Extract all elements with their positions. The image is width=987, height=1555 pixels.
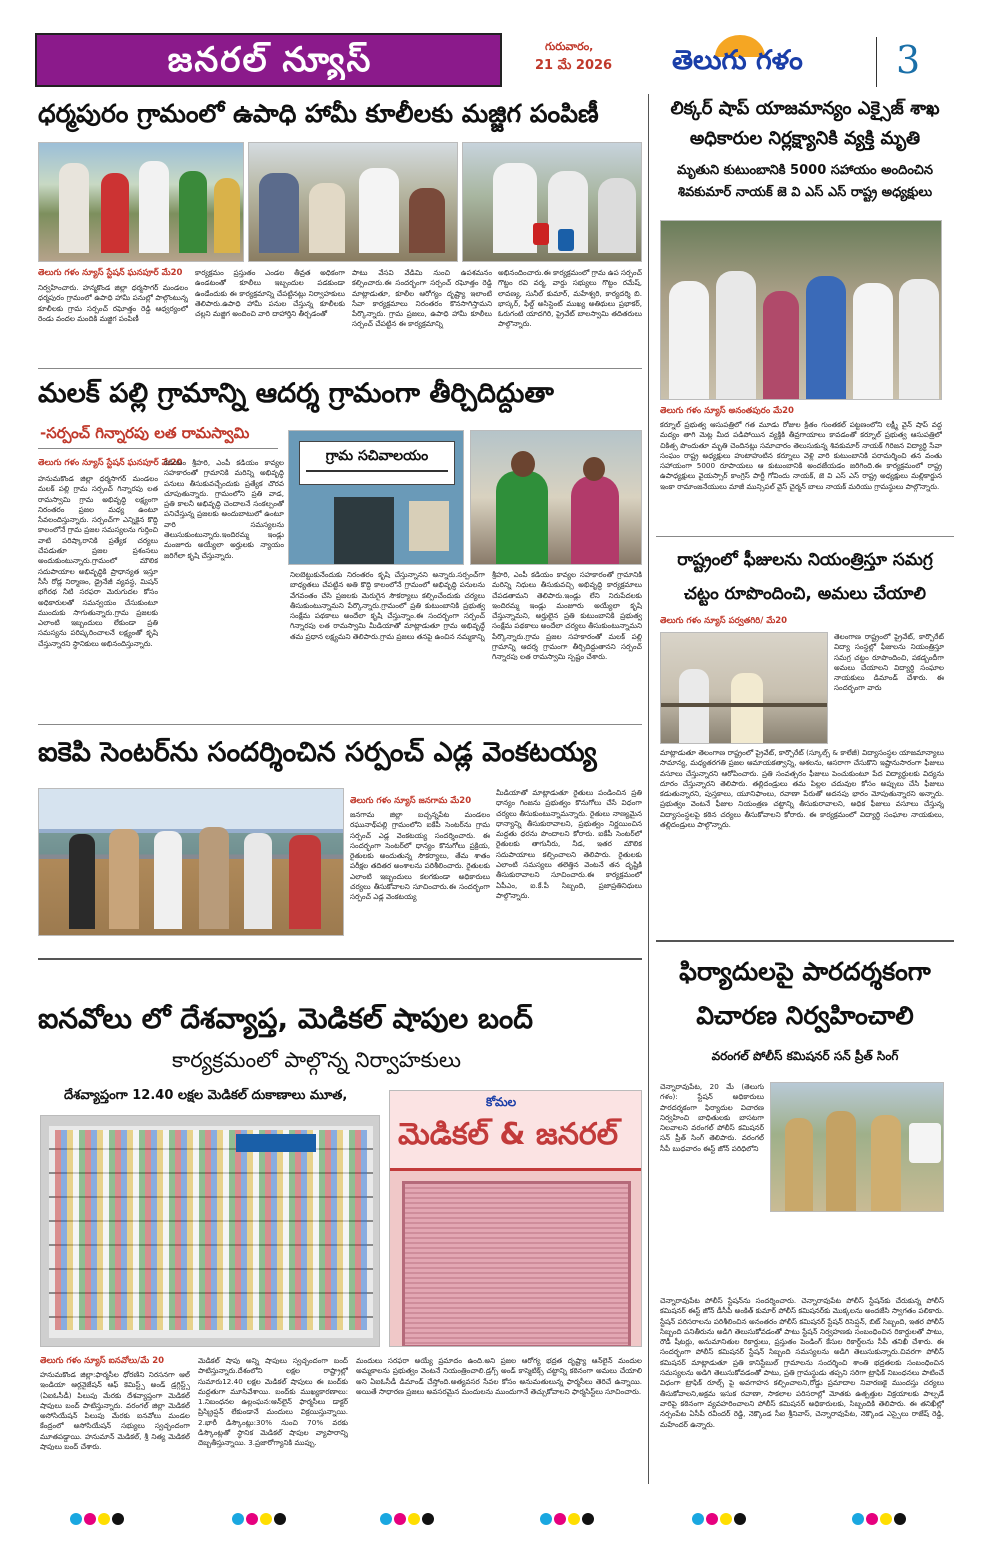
story4-col-3: మందులు సరఫరా అయ్యే ప్రమాదం ఉంది.అని ప్రజల ఆరోగ్య భద్రత దృష్ట్యా ఆన్‌లైన్ మందుల అమ్మకాలను ప్రభుత్వం వెంటనే నియంత్రించాలి.డ్రగ్స్ అండ్ కాస్మెటిక్స్ చట్టాన్ని కఠినంగా అమలు చేయాలి అని ఏఐఓసీడీ డిమాండ్ చేస్తోంది.అత్యవసర సేవల కోసం అనుమతులున్న ఫార్మసీలు తెరిచే ఉన్నాయి. అయితే సాధారణ ప్రజలు అవసరమైన మందులను ముందుగానే తెచ్చుకోవాలని ఫార్మసిస్ట్‌లు సూచించారు.	[356, 1356, 642, 1396]
story2-headline: మలక్ పల్లి గ్రామాన్ని ఆదర్శ గ్రామంగా తీర్చిదిద్దుతా	[38, 378, 554, 409]
story5-photo	[660, 220, 942, 400]
page-number-divider	[876, 37, 877, 87]
story3-photo	[38, 788, 344, 936]
story7-subhead: వరంగల్ పోలీస్ కమిషనర్ సన్ ప్రీత్ సింగ్	[711, 1049, 899, 1063]
story5-subhead-line1: మృతుని కుటుంబానికి 5000 సహాయం అందించిన	[676, 163, 934, 178]
divider	[38, 724, 642, 725]
column-divider	[648, 94, 649, 1484]
story4-photo-shop	[389, 1090, 642, 1347]
divider	[656, 536, 954, 537]
story3-headline: ఐకెపి సెంటర్‌ను సందర్శించిన సర్పంచ్ ఎడ్ల వెంకటయ్య	[38, 737, 597, 768]
story2-photo-office	[288, 430, 464, 565]
story1-col-2: కార్యక్రమం ప్రస్తుతం ఎండల తీవ్రత అధికంగా ఉండటంతో కూలీలు ఇబ్బందుల పడకుండా ఉండేందుకు ఈ కార్యక్రమాన్ని చేపట్టినట్లు నిర్వాహకులు తెలిపారు.ఉపాధి హామీ పనుల చేస్తున్న కూలీలకు చల్లని మజ్జిగ అందించి వారి దాహార్తిని తీర్చడంతో	[195, 268, 345, 319]
story3-col-1: జనగామ జిల్లా బచ్చన్నపేట మండలం రఘునాథ్‌పల్లి గ్రామంలోని ఐకేపీ సెంటర్‌ను గ్రామ సర్పంచ్ ఎడ్ల వెంకటయ్య సందర్శించారు. ఈ సందర్భంగా సెంటర్‌లో ధాన్యం కొనుగోలు ప్రక్రియ, రైతులకు అందుతున్న సౌకర్యాలు, తేమ శాతం పరీక్షల తదితర అంశాలను పరిశీలించారు. రైతులకు ఎలాంటి ఇబ్బందులు కలగకుండా అధికారులు చర్యలు తీసుకోవాలని సూచించారు.ఈ సందర్భంగా సర్పంచ్ ఎడ్ల వెంకటయ్య	[350, 810, 490, 902]
story6-headline-line1: రాష్ట్రంలో ఫీజులను నియంత్రిస్తూ సమగ్ర	[677, 550, 933, 570]
story7-headline-line1: ఫిర్యాదులపై పారదర్శకంగా	[679, 957, 931, 986]
story1-byline: తెలుగు గళం న్యూస్ స్టేషన్ ఘనపూర్ మే20	[38, 268, 183, 278]
divider	[38, 448, 278, 449]
story1-headline: ధర్మపురం గ్రామంలో ఉపాధి హామీ కూలీలకు మజ్జిగ పంపిణీ	[38, 99, 599, 128]
story1-col-3: పాటు వేసవి వేడిమి నుంచి ఉపశమనం కల్పించారు.ఈ సందర్భంగా సర్పంచ్ రఘోత్తం రెడ్డి మాట్లాడుతూ, కూలీల ఆరోగ్యం దృష్ట్యా ఇలాంటి సేవా కార్యక్రమాలు నిరంతరం కొనసాగిస్తామని పేర్కొన్నారు. గ్రామ ప్రజలు, ఉపాధి హామీ కూలీలు సర్పంచ్ చేపట్టిన ఈ కార్యక్రమాన్ని	[352, 268, 492, 329]
story3-col-2: మీడియాతో మాట్లాడుతూ రైతులు పండించిన ప్రతి ధాన్యం గింజను ప్రభుత్వం కొనుగోలు చేసే విధంగా చర్యలు తీసుకుంటున్నామన్నారు. రైతులు నాణ్యమైన ధాన్యాన్ని తీసుకురావాలని, ప్రభుత్వం నిర్ణయించిన మద్దతు ధరను పొందాలని కోరారు. ఐకేపీ సెంటర్‌లో రైతులకు తాగునీరు, నీడ, ఇతర మౌలిక సదుపాయాలు కల్పించాలని తెలిపారు. రైతులకు ఎలాంటి సమస్యలు తలెత్తిన వెంటనే తన దృష్టికి తీసుకురావాలని సూచించారు.ఈ కార్యక్రమంలో ఏపీఎం, ఐ.కే.పీ సిబ్బంది, ప్రజాప్రతినిధులు పాల్గొన్నారు.	[496, 788, 642, 900]
logo-text: తెలుగు గళం	[672, 45, 803, 76]
shop-sign-small: కోమల	[486, 1095, 517, 1109]
story4-byline: తెలుగు గళం న్యూస్ ఐనవోలు/మే 20	[40, 1356, 165, 1366]
section-title: జనరల్ న్యూస్	[167, 40, 373, 80]
story4-headline: ఐనవోలు లో దేశవ్యాప్త, మెడికల్ షాపుల బంద్	[38, 1002, 533, 1035]
newspaper-logo	[666, 35, 816, 87]
story1-photo-1	[38, 142, 244, 262]
story4-col-1: హనుమకొండ జిల్లా:ఫార్మసీల ధోరణిని నిరసనగా ఆల్ ఇండియా ఆర్గనైజేషన్ ఆఫ్ కెమిస్ట్స్ అండ్ డ్రగ్గిస్ట్స్ (ఏఐఓసీడీ) పిలుపు మేరకు దేశవ్యాప్తంగా మెడికల్ షాపులు బంద్ పాటిస్తున్నారు. వరంగల్ జిల్లా మెడికల్ అసోసియేషన్ పిలుపు మేరకు ఐనవోలు మండల కేంద్రంలో అసోసియేషన్ సభ్యులు స్వచ్ఛందంగా మూతపడ్డాయి. హనుమాన్ మెడికల్, శ్రీ నిత్య మెడికల్ షాపులు బంద్ చేశారు.	[40, 1370, 190, 1452]
story5-body: కర్నూల్ ప్రభుత్వ ఆసుపత్రిలో గత మూడు రోజుల క్రితం గుంతకల్ పట్టణంలోని లక్ష్మీ వైన్ షాప్ వద్ద మద్యం తాగి మెట్ల మీద పడిపోయిన వ్యక్తికి తీవ్రగాయాలు కావడంతో కర్నూల్ ప్రభుత్వ ఆసుపత్రిలో చికిత్స పొందుతూ మృతి చెందినట్లు సమాచారం తెలుసుకున్న శివకుమార్ నాయక్ గిరిజన విద్యార్థి సేవా సంఘం రాష్ట్ర అధ్యక్షులు హుటాహుటిన కర్నూలు వెళ్లి వారి కుటుంబానికి పరామర్శించి తన వంతు సహాయంగా 5000 రూపాయలు ఆ కుటుంబానికి అందజేయడం జరిగింది.ఈ కార్యక్రమంలో రాష్ట్ర ఉపాధ్యక్షులు వైయస్సార్ కాంగ్రెస్ పార్టీ గోవిందు నాయక్, జె వి ఎస్ ఎస్ రాష్ట్ర అధ్యక్షులు మల్లికార్జున ఇంకా రామాంజనేయులు మాజీ మున్సిపల్ వైస్ చైర్మన్ బాలు నాయక్ మరియు గ్రామస్థులు పాల్గొన్నారు.	[660, 420, 942, 491]
story2-col-3: నిలబెట్టుకునేందుకు నిరంతరం కృషి చేస్తున్నానని అన్నారు.సర్పంచ్‌గా బాధ్యతలు చేపట్టిన అతి కొద్ది కాలంలోనే గ్రామంలో అభివృద్ధి పనులను వేగవంతం చేసి ప్రజలకు మెరుగైన సౌకర్యాలు కల్పించేందుకు చర్యలు తీసుకుంటున్నామని పేర్కొన్నారు.గ్రామంలో ప్రతి కుటుంబానికి ప్రభుత్వ సంక్షేమ పథకాలు అందేలా కృషి చేస్తున్నాం.ఈ సందర్భంగా సర్పంచ్ గిన్నారపు లత రామస్వామి మీడియాతో మాట్లాడుతూ గ్రామ అభివృద్ధే తమ ప్రధాన లక్ష్యమని తెలిపారు.గ్రామ ప్రజలు తనపై ఉంచిన నమ్మకాన్ని	[290, 570, 485, 641]
divider	[38, 368, 642, 369]
story3-byline: తెలుగు గళం న్యూస్ జనగామ మే20	[350, 796, 472, 806]
office-sign-text: గ్రామ సచివాలయం	[325, 448, 429, 464]
story1-col-1: నిర్వహించారు. హన్మకొండ జిల్లా ధర్మసాగర్ మండలం ధర్మపురం గ్రామంలో ఉపాధి హామీ పనుల్లో పాల్గొంటున్న కూలీలకు గ్రామ సర్పంచ్ రఘోత్తం రెడ్డి ఆధ్వర్యంలో రెండు వందల మందికి మజ్జిగ పంపిణీ	[38, 283, 188, 323]
story5-headline-line2: అధికారుల నిర్లక్ష్యానికి వ్యక్తి మృతి	[689, 128, 921, 149]
page-number: 3	[896, 38, 921, 82]
story1-photo-2	[248, 142, 458, 262]
story5-subhead-line2: శివకుమార్ నాయక్ జె వి ఎస్ ఎస్ రాష్ట్ర అధ్యక్షులు	[677, 185, 933, 200]
story2-photo-sarpanch	[470, 430, 642, 565]
registration-dots-3	[380, 1510, 434, 1529]
story2-col-1: హనుమకొండ జిల్లా ధర్మసాగర్ మండలం మలక్ పల్లి గ్రామ సర్పంచ్ గిన్నారపు లత రామస్వామి గ్రామ అభివృద్ధి లక్ష్యంగా నిరంతరం ప్రజల మధ్య ఉంటూ సేవలందిస్తున్నారు. సర్పంచ్‌గా ఎన్నికైన కొద్ది కాలంలోనే గ్రామ ప్రజల సమస్యలను గుర్తించి వాటి పరిష్కారానికి ప్రత్యేక చర్యలు చేపడుతూ ప్రజల ప్రశంసలు అందుకుంటున్నారు.గ్రామంలో మౌలిక సదుపాయాల అభివృద్ధికి ప్రాధాన్యత ఇస్తూ సీసీ రోడ్ల నిర్మాణం, డ్రైనేజీ వ్యవస్థ, మిషన్ భగీరథ నీటి సరఫరా మెరుగుదల కోసం అధికారులతో సమన్వయం చేసుకుంటూ ముందుకు సాగుతున్నారు.గ్రామ ప్రజలకు ఎలాంటి ఇబ్బందులు లేకుండా ప్రతి సమస్యను పరిష్కరించాలనే లక్ష్యంతో కృషి చేస్తున్నారని స్థానికులు అభినందిస్తున్నారు.	[38, 474, 158, 648]
story6-side-text: తెలంగాణ రాష్ట్రంలో ప్రైవేట్, కార్పొరేట్ విద్యా సంస్థల్లో ఫీజులను నియంత్రిస్తూ సమగ్ర చట్టం రూపొందించి, పకడ్బందీగా అమలు చేయాలని విద్యార్థి సంఘాల నాయకులు డిమాండ్ చేశారు. ఈ సందర్భంగా వారు	[834, 632, 944, 693]
registration-dots-5	[692, 1510, 746, 1529]
registration-dots-1	[70, 1510, 124, 1529]
story2-subhead: -సర్పంచ్ గిన్నారపు లత రామస్వామి	[40, 424, 250, 442]
story7-side-text: చెన్నారావుపేట, 20 మే (తెలుగు గళం): స్టేషన్ అధికారులు పారదర్శకంగా ఫిర్యాదుల విచారణ నిర్వహించి బాధితులకు బాసటగా నిలవాలని వరంగల్ పోలీస్ కమిషనర్ సన్ ప్రీత్ సింగ్ తెలిపారు. వరంగల్ సీపీ బుధవారం ఈస్ట్ జోన్ పరిధిలోని	[660, 1082, 764, 1153]
masthead-day: గురువారం,	[545, 40, 594, 53]
story4-photo-pharmacy	[40, 1115, 380, 1347]
story2-col-4: శ్రీహరి, ఎంపీ కడియం కావ్యల సహకారంతో గ్రామానికి మరిన్ని నిధులు తీసుకువచ్చి అభివృద్ధి కార్యక్రమాలు చేపడతామని తెలిపారు.ఇండ్లు లేని నిరుపేదలకు ఇందిరమ్మ ఇండ్లు మంజూరు అయ్యేలా కృషి చేస్తున్నామని, అర్హులైన ప్రతి కుటుంబానికి ప్రభుత్వ సంక్షేమ పథకాలు అందేలా చర్యలు తీసుకుంటున్నామని పేర్కొన్నారు.గ్రామ ప్రజల సహకారంతో మలక్ పల్లి గ్రామాన్ని ఆదర్శ గ్రామంగా తీర్చిదిద్దుతానని సర్పంచ్ గిన్నారపు లత రామస్వామి స్పష్టం చేశారు.	[492, 570, 642, 662]
story7-headline-line2: విచారణ నిర్వహించాలి	[696, 1001, 914, 1030]
registration-dots-6	[852, 1510, 906, 1529]
divider	[38, 958, 642, 960]
story7-photo	[770, 1082, 944, 1212]
story4-col-2: మెడికల్ షాపు అన్ని షాపులు స్వచ్ఛందంగా బంద్ పాటిస్తున్నారు.దేశంలోని లక్షల రాష్ట్రాల్లో సుమారు12.40 లక్షల మెడికల్ షాపులు ఈ బంద్‌కు మద్దతుగా మూసివేశాయి. బంద్‌కు ముఖ్యకారణాలు: 1.నిబంధనల ఉల్లంఘన:ఆన్‌లైన్ ఫార్మసీలు డాక్టర్ ప్రిస్క్రిప్షన్ లేకుండానే మందులు విక్రయిస్తున్నాయి. 2.భారీ డిస్కౌంట్లు:30% నుంచి 70% వరకు డిస్కౌంట్లతో స్థానిక మెడికల్ షాపుల వ్యాపారాన్ని దెబ్బతీస్తున్నాయి. 3.ప్రజారోగ్యానికి ముప్పు.	[198, 1356, 348, 1448]
story6-body: మాట్లాడుతూ తెలంగాణ రాష్ట్రంలో ప్రైవేట్, కార్పొరేట్ (స్కూల్స్ & కాలేజీ) విద్యాసంస్థల యాజమాన్యాలు సామాన్య, మధ్యతరగతి ప్రజల ఆమాయకత్వాన్ని, ఆశలను, ఆసరాగా చేసుకొని ఇష్టానుసారంగా ఫీజులు వసూలు చేస్తున్నారని ఆరోపించారు. ప్రతి సంవత్సరం ఫీజులు పెంచుకుంటూ పేద విద్యార్థులకు విద్యను దూరం చేస్తున్నారని తెలిపారు. తల్లిదండ్రులు తమ పిల్లల చదువుల కోసం అప్పులు చేసి ఫీజులు కడుతున్నారని, పుస్తకాలు, యూనిఫాంలు, రవాణా పేరుతో అదనపు భారం మోపుతున్నారని అన్నారు. ప్రభుత్వం వెంటనే ఫీజుల నియంత్రణ చట్టాన్ని తీసుకురావాలని, అధిక ఫీజులు వసూలు చేస్తున్న విద్యాసంస్థలపై కఠిన చర్యలు తీసుకోవాలని కోరారు. ఈ కార్యక్రమంలో విద్యార్థి సంఘాల నాయకులు, తల్లిదండ్రులు పాల్గొన్నారు.	[660, 748, 944, 830]
story6-headline-line2: చట్టం రూపొందించి, అమలు చేయాలి	[684, 584, 926, 604]
story4-kicker: దేశవ్యాప్తంగా 12.40 లక్షల మెడికల్ దుకాణాలు మూత,	[64, 1088, 348, 1103]
story5-byline: తెలుగు గళం న్యూస్ అనంతపురం మే20	[660, 406, 794, 416]
masthead-date: 21 మే 2026	[535, 58, 613, 73]
story6-byline: తెలుగు గళం న్యూస్ పర్వతగిరి/ మే20	[660, 616, 788, 626]
shop-sign-text: మెడికల్ & జనరల్	[398, 1117, 618, 1152]
story6-photo	[660, 632, 828, 744]
story2-col-2: కడియం శ్రీహరి, ఎంపీ కడియం కావ్యల సహకారంతో గ్రామానికి మరిన్ని అభివృద్ధి పనులు తీసుకువచ్చేందుకు ప్రత్యేక చొరవ చూపుతున్నారు. గ్రామంలోని ప్రతి వాడ, ప్రతి కాలనీ అభివృద్ధి చెందాలనే సంకల్పంతో పనిచేస్తున్న ప్రజలకు అందుబాటులో ఉంటూ వారి సమస్యలను తెలుసుకుంటున్నారు.ఇందిరమ్మ ఇండ్లు మంజూరు అయ్యేలా అర్హులకు న్యాయం జరిగేలా కృషి చేస్తున్నారు.	[164, 458, 284, 560]
divider	[656, 940, 954, 942]
story4-subhead: కార్యక్రమంలో పాల్గొన్న నిర్వాహకులు	[172, 1048, 462, 1072]
registration-dots-4	[540, 1510, 594, 1529]
story7-body: చెన్నారావుపేట పోలీస్ స్టేషన్‌ను సందర్శించారు. చెన్నారావుపేట పోలీస్ స్టేషన్‌కు చేరుకున్న పోలీస్ కమిషనర్ ఈస్ట్ జోన్ డీసీపీ అంకిత్ కుమార్ పోలీస్ కమిషనర్‌కు మొక్కలను అందజేసి స్వాగతం పలికారు. స్టేషన్ పరిసరాలను పరిశీలించిన అనంతరం పోలీస్ కమిషనర్ స్టేషన్ రిసెప్షన్, బిట్ సిబ్బంది, ఇతర పోలీస్ సిబ్బంది పనితీరును అడిగి తెలుసుకోవడంతో పాటు స్టేషన్ నిర్వహణకు సంబంధించిన రికార్డులతో పాటు, రౌడీ షీటర్లు, అనుమానితుల రికార్డులు, ప్రస్తుతం పెండింగ్ కేసుల రికార్డ్‌లను సీపీ తనిఖీ చేశారు. ఈ సందర్భంగా పోలీస్ కమిషనర్ స్టేషన్ సిబ్బంది సమస్యలను అడిగి తెలుసుకున్నారు.చివరగా పోలీస్ కమిషనర్ మాట్లాడుతూ ప్రతి కానిస్టేబుల్ గ్రామాలను సందర్శించి శాంతి భద్రతలకు సంబంధించిన సమస్యలను అడిగి తెలుసుకోవడంతో పాటు, ప్రతి గ్రామస్థుడు తప్పని సరిగా ట్రాఫిక్ నిబంధనలు పాటించే విధంగా ట్రాఫిక్ రూల్స్ పై అవగాహన కల్పించాలని,రోడ్డు ప్రమాదాల నివారణకై ముందస్తు చర్యలు తీసుకోవాలని,అక్రమ ఇసుక రవాణా, సాకలాల పరిసరాల్లో మోతకు ఉత్పత్తుల విక్రయాలకు పాల్పడే వారిపై కఠినంగా వ్యవహరించాలని పోలీస్ కమిషనర్ అధికారులకు, సిబ్బందికి తెలిపారు. ఈ తనిఖీల్లో నర్సంపేట ఏసీపీ రవీందర్ రెడ్డి, నెక్కొండ సీఐ శ్రీనివాస్, చెన్నారావుపేట, నెక్కొండ ఎస్సైలు రాజేష్ రెడ్డి, మహేందర్ ఉన్నారు.	[660, 1296, 944, 1429]
story1-photo-3	[462, 142, 642, 262]
story1-col-4: అభినందించారు.ఈ కార్యక్రమంలో గ్రామ ఉప సర్పంచ్ గొట్టం రవి వర్మ, వార్డు సభ్యులు గొట్టం రమేష్, లావణ్య, సునీల్ కుమార్, మహేశ్వరి, కార్యదర్శి బి. భాస్కర్, ఫీల్డ్ అసిస్టెంట్ ముఖ్య అతిథులు ప్రభాకర్, ఓరుగంటి యాదగిరి, ప్రైవేట్ బాలస్వామి తదితరులు పాల్గొన్నారు.	[498, 268, 642, 329]
story2-byline: తెలుగు గళం న్యూస్ స్టేషన్ ఘనపూర్ మే20	[38, 458, 183, 468]
registration-dots-2	[232, 1510, 286, 1529]
story5-headline-line1: లిక్కర్ షాప్ యాజమాన్యం ఎక్సైజ్ శాఖ	[670, 98, 940, 119]
